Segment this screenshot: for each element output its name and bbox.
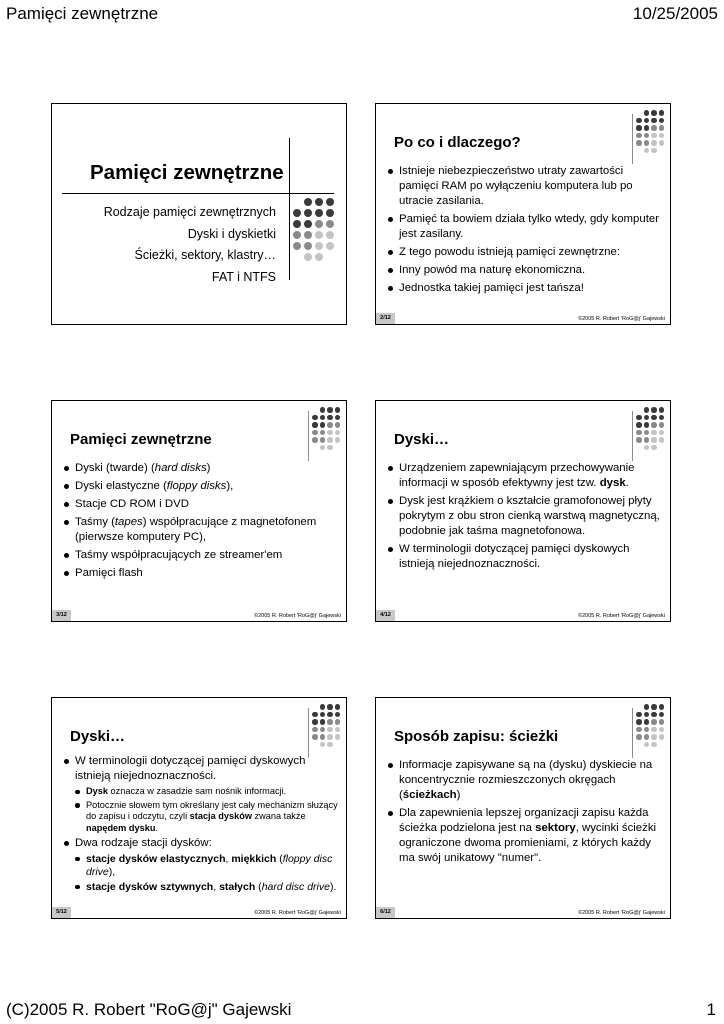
decor-dot	[327, 407, 333, 413]
decor-dot	[312, 445, 318, 451]
decor-dot	[312, 437, 318, 443]
slide-body	[62, 754, 338, 896]
decor-dot	[636, 110, 642, 116]
decor-dot	[335, 445, 341, 451]
decor-dot	[644, 415, 650, 421]
slide-title: Dyski…	[70, 728, 126, 745]
decor-dot	[304, 242, 312, 250]
decor-dot	[335, 734, 341, 740]
dot-decoration	[312, 407, 340, 450]
decor-dot	[312, 422, 318, 428]
decor-dot	[651, 719, 657, 725]
header-title: Pamięci zewnętrzne	[6, 4, 159, 23]
decor-dot	[335, 742, 341, 748]
slide-copyright: ©2005 R. Robert 'RoG@j' Gajewski	[578, 910, 665, 916]
decor-dot	[315, 198, 323, 206]
decor-dot	[651, 415, 657, 421]
decor-dot	[636, 445, 642, 451]
decor-dot	[304, 253, 312, 261]
slide-6	[375, 697, 671, 919]
decor-dot	[293, 209, 301, 217]
sub-bullet-item: Potocznie słowem tym określany jest cały mechanizm służący do zapisu i odczytu, czyli stacja dysków zwana także napędem dysku.	[62, 800, 338, 835]
decor-dot	[651, 734, 657, 740]
decor-dot	[651, 125, 657, 131]
bullet-item: Istnieje niebezpieczeństwo utraty zawartości pamięci RAM po wyłączeniu komputera lub po utracie zasilania.	[386, 164, 662, 209]
decor-dot	[659, 704, 665, 710]
slide-copyright: ©2005 R. Robert 'RoG@j' Gajewski	[254, 910, 341, 916]
slide-body	[386, 461, 662, 575]
decor-dot	[327, 445, 333, 451]
bullet-item: Dyski (twarde) (hard disks)	[62, 461, 338, 476]
slide-title: Pamięci zewnętrzne	[90, 161, 284, 184]
decor-dot	[636, 734, 642, 740]
decor-dot	[644, 133, 650, 139]
slide-copyright: ©2005 R. Robert 'RoG@j' Gajewski	[578, 613, 665, 619]
sub-bullet-item: stacje dysków elastycznych, miękkich (floppy disc drive),	[62, 853, 338, 879]
decor-dot	[651, 118, 657, 124]
decor-dot	[659, 712, 665, 718]
decor-dot	[636, 430, 642, 436]
bullet-item: W terminologii dotyczącej pamięci dyskowych istnieją niejednoznaczności.	[62, 754, 338, 784]
decor-dot	[636, 407, 642, 413]
title-vertical-line	[289, 138, 290, 280]
footer-copyright: (C)2005 R. Robert "RoG@j" Gajewski	[6, 1000, 292, 1019]
bullet-item: Dwa rodzaje stacji dysków:	[62, 836, 338, 851]
bullet-item: Z tego powodu istnieją pamięci zewnętrzne:	[386, 245, 662, 260]
slide-subtitles	[104, 202, 276, 288]
footer-page-number: 1	[706, 1000, 716, 1019]
slide-title: Po co i dlaczego?	[394, 134, 521, 151]
decor-dot	[636, 742, 642, 748]
decor-dot	[651, 407, 657, 413]
decor-dot	[659, 110, 665, 116]
dot-decoration	[636, 110, 664, 153]
decor-dot	[335, 415, 341, 421]
slide-copyright: ©2005 R. Robert 'RoG@j' Gajewski	[578, 316, 665, 322]
slide-body	[386, 758, 662, 869]
decor-dot	[651, 110, 657, 116]
slide-1	[51, 103, 347, 325]
decor-dot	[659, 727, 665, 733]
bullet-item: Dyski elastyczne (floppy disks),	[62, 479, 338, 494]
decor-dot	[651, 704, 657, 710]
decor-vertical-line	[632, 411, 633, 461]
decor-dot	[659, 407, 665, 413]
decor-dot	[327, 734, 333, 740]
decor-dot	[320, 430, 326, 436]
decor-dot	[651, 133, 657, 139]
decor-dot	[326, 209, 334, 217]
decor-dot	[327, 437, 333, 443]
decor-dot	[315, 242, 323, 250]
dot-decoration	[636, 407, 664, 450]
decor-dot	[659, 415, 665, 421]
decor-dot	[659, 734, 665, 740]
decor-dot	[315, 220, 323, 228]
decor-dot	[636, 422, 642, 428]
decor-dot	[315, 231, 323, 239]
decor-dot	[659, 118, 665, 124]
decor-dot	[636, 133, 642, 139]
subtitle-line: Dyski i dyskietki	[187, 226, 276, 241]
decor-dot	[651, 422, 657, 428]
decor-dot	[651, 148, 657, 154]
slide-page-number: 6/12	[376, 907, 395, 918]
bullet-item: Informacje zapisywane są na (dysku) dyskiecie na koncentrycznie rozmieszczonych okręgach (ścieżkach)	[386, 758, 662, 803]
decor-dot	[636, 140, 642, 146]
decor-dot	[320, 742, 326, 748]
decor-dot	[320, 704, 326, 710]
decor-dot	[644, 110, 650, 116]
decor-dot	[636, 712, 642, 718]
decor-dot	[644, 742, 650, 748]
slide-copyright: ©2005 R. Robert 'RoG@j' Gajewski	[254, 613, 341, 619]
decor-dot	[644, 140, 650, 146]
decor-dot	[335, 704, 341, 710]
decor-dot	[335, 430, 341, 436]
bullet-item: Pamięci flash	[62, 566, 338, 581]
decor-dot	[636, 437, 642, 443]
decor-dot	[644, 704, 650, 710]
decor-dot	[304, 231, 312, 239]
decor-dot	[659, 742, 665, 748]
slide-title: Sposób zapisu: ścieżki	[394, 728, 559, 745]
bullet-item: Taśmy (tapes) współpracujące z magnetofonem (pierwsze komputery PC),	[62, 515, 338, 545]
title-horizontal-line	[62, 193, 334, 194]
decor-dot	[335, 719, 341, 725]
decor-dot	[312, 430, 318, 436]
slide-page-number: 5/12	[52, 907, 71, 918]
decor-dot	[312, 712, 318, 718]
decor-dot	[644, 430, 650, 436]
decor-dot	[644, 719, 650, 725]
decor-dot	[293, 198, 301, 206]
decor-dot	[312, 704, 318, 710]
slide-3	[51, 400, 347, 622]
decor-dot	[327, 742, 333, 748]
decor-dot	[315, 253, 323, 261]
decor-dot	[293, 220, 301, 228]
bullet-item: Stacje CD ROM i DVD	[62, 497, 338, 512]
subtitle-line: FAT i NTFS	[211, 269, 276, 284]
bullet-item: Jednostka takiej pamięci jest tańsza!	[386, 281, 662, 296]
slide-4	[375, 400, 671, 622]
decor-dot	[327, 415, 333, 421]
decor-dot	[327, 422, 333, 428]
decor-dot	[659, 445, 665, 451]
decor-dot	[659, 430, 665, 436]
decor-dot	[659, 422, 665, 428]
decor-dot	[326, 198, 334, 206]
dot-decoration	[636, 704, 664, 747]
decor-dot	[315, 209, 323, 217]
slide-title: Pamięci zewnętrzne	[70, 431, 212, 448]
decor-dot	[659, 148, 665, 154]
decor-dot	[651, 742, 657, 748]
decor-dot	[320, 407, 326, 413]
decor-dot	[304, 220, 312, 228]
bullet-item: Inny powód ma naturę ekonomiczna.	[386, 263, 662, 278]
slide-title: Dyski…	[394, 431, 450, 448]
decor-dot	[335, 422, 341, 428]
decor-dot	[335, 437, 341, 443]
bullet-item: W terminologii dotyczącej pamięci dyskowych istnieją niejednoznaczności.	[386, 542, 662, 572]
decor-dot	[320, 422, 326, 428]
decor-dot	[304, 209, 312, 217]
decor-dot	[335, 407, 341, 413]
decor-dot	[636, 719, 642, 725]
decor-dot	[644, 118, 650, 124]
decor-dot	[644, 148, 650, 154]
slide-page-number: 4/12	[376, 610, 395, 621]
decor-dot	[320, 415, 326, 421]
decor-dot	[335, 727, 341, 733]
decor-dot	[312, 727, 318, 733]
header-date: 10/25/2005	[632, 4, 718, 23]
decor-dot	[644, 437, 650, 443]
decor-dot	[644, 445, 650, 451]
decor-dot	[326, 242, 334, 250]
decor-dot	[312, 407, 318, 413]
slide-5	[51, 697, 347, 919]
bullet-item: Taśmy współpracujących ze streamer'em	[62, 548, 338, 563]
decor-dot	[320, 445, 326, 451]
decor-dot	[293, 253, 301, 261]
sub-bullet-item: stacje dysków sztywnych, stałych (hard disc drive).	[62, 881, 338, 894]
bullet-item: Pamięć ta bowiem działa tylko wtedy, gdy komputer jest zasilany.	[386, 212, 662, 242]
decor-dot	[644, 727, 650, 733]
slide-page-number: 2/12	[376, 313, 395, 324]
decor-dot	[651, 430, 657, 436]
decor-dot	[659, 719, 665, 725]
decor-dot	[304, 198, 312, 206]
decor-vertical-line	[632, 708, 633, 758]
decor-dot	[312, 415, 318, 421]
sub-bullet-item: Dysk oznacza w zasadzie sam nośnik informacji.	[62, 786, 338, 798]
bullet-item: Dysk jest krążkiem o kształcie gramofonowej płyty pokrytym z obu stron cienką warstwą magnetyczną, podobnie jak taśma magnetofonowa.	[386, 494, 662, 539]
dot-decoration	[312, 704, 340, 747]
decor-dot	[320, 727, 326, 733]
decor-dot	[326, 220, 334, 228]
decor-dot	[636, 148, 642, 154]
decor-dot	[326, 231, 334, 239]
decor-dot	[644, 407, 650, 413]
decor-dot	[327, 712, 333, 718]
decor-dot	[327, 430, 333, 436]
decor-dot	[644, 125, 650, 131]
decor-dot	[312, 719, 318, 725]
dot-decoration	[293, 198, 334, 261]
decor-dot	[327, 704, 333, 710]
decor-vertical-line	[632, 114, 633, 164]
slide-body	[386, 164, 662, 299]
decor-dot	[636, 125, 642, 131]
decor-dot	[293, 231, 301, 239]
decor-dot	[320, 719, 326, 725]
decor-dot	[636, 704, 642, 710]
decor-dot	[326, 253, 334, 261]
decor-dot	[636, 118, 642, 124]
decor-dot	[644, 734, 650, 740]
decor-dot	[651, 445, 657, 451]
decor-dot	[312, 742, 318, 748]
decor-dot	[644, 422, 650, 428]
decor-dot	[644, 712, 650, 718]
decor-dot	[659, 437, 665, 443]
subtitle-line: Ścieżki, sektory, klastry…	[134, 248, 276, 262]
decor-dot	[651, 437, 657, 443]
decor-dot	[327, 719, 333, 725]
decor-dot	[320, 712, 326, 718]
slide-page-number: 3/12	[52, 610, 71, 621]
decor-dot	[651, 712, 657, 718]
decor-dot	[659, 133, 665, 139]
decor-dot	[312, 734, 318, 740]
decor-dot	[320, 437, 326, 443]
decor-dot	[327, 727, 333, 733]
slide-2	[375, 103, 671, 325]
decor-dot	[659, 125, 665, 131]
slide-body	[62, 461, 338, 584]
decor-vertical-line	[308, 708, 309, 758]
decor-dot	[636, 727, 642, 733]
decor-dot	[335, 712, 341, 718]
decor-dot	[320, 734, 326, 740]
decor-dot	[659, 140, 665, 146]
decor-vertical-line	[308, 411, 309, 461]
decor-dot	[651, 727, 657, 733]
decor-dot	[636, 415, 642, 421]
bullet-item: Dla zapewnienia lepszej organizacji zapisu każda ścieżka podzielona jest na sektory, wycinki ścieżki ograniczone dwoma promieniami, z których każdy ma swój unikatowy "numer".	[386, 806, 662, 866]
subtitle-line: Rodzaje pamięci zewnętrznych	[103, 205, 276, 219]
decor-dot	[293, 242, 301, 250]
decor-dot	[651, 140, 657, 146]
bullet-item: Urządzeniem zapewniającym przechowywanie informacji w sposób efektywny jest tzw. dysk.	[386, 461, 662, 491]
